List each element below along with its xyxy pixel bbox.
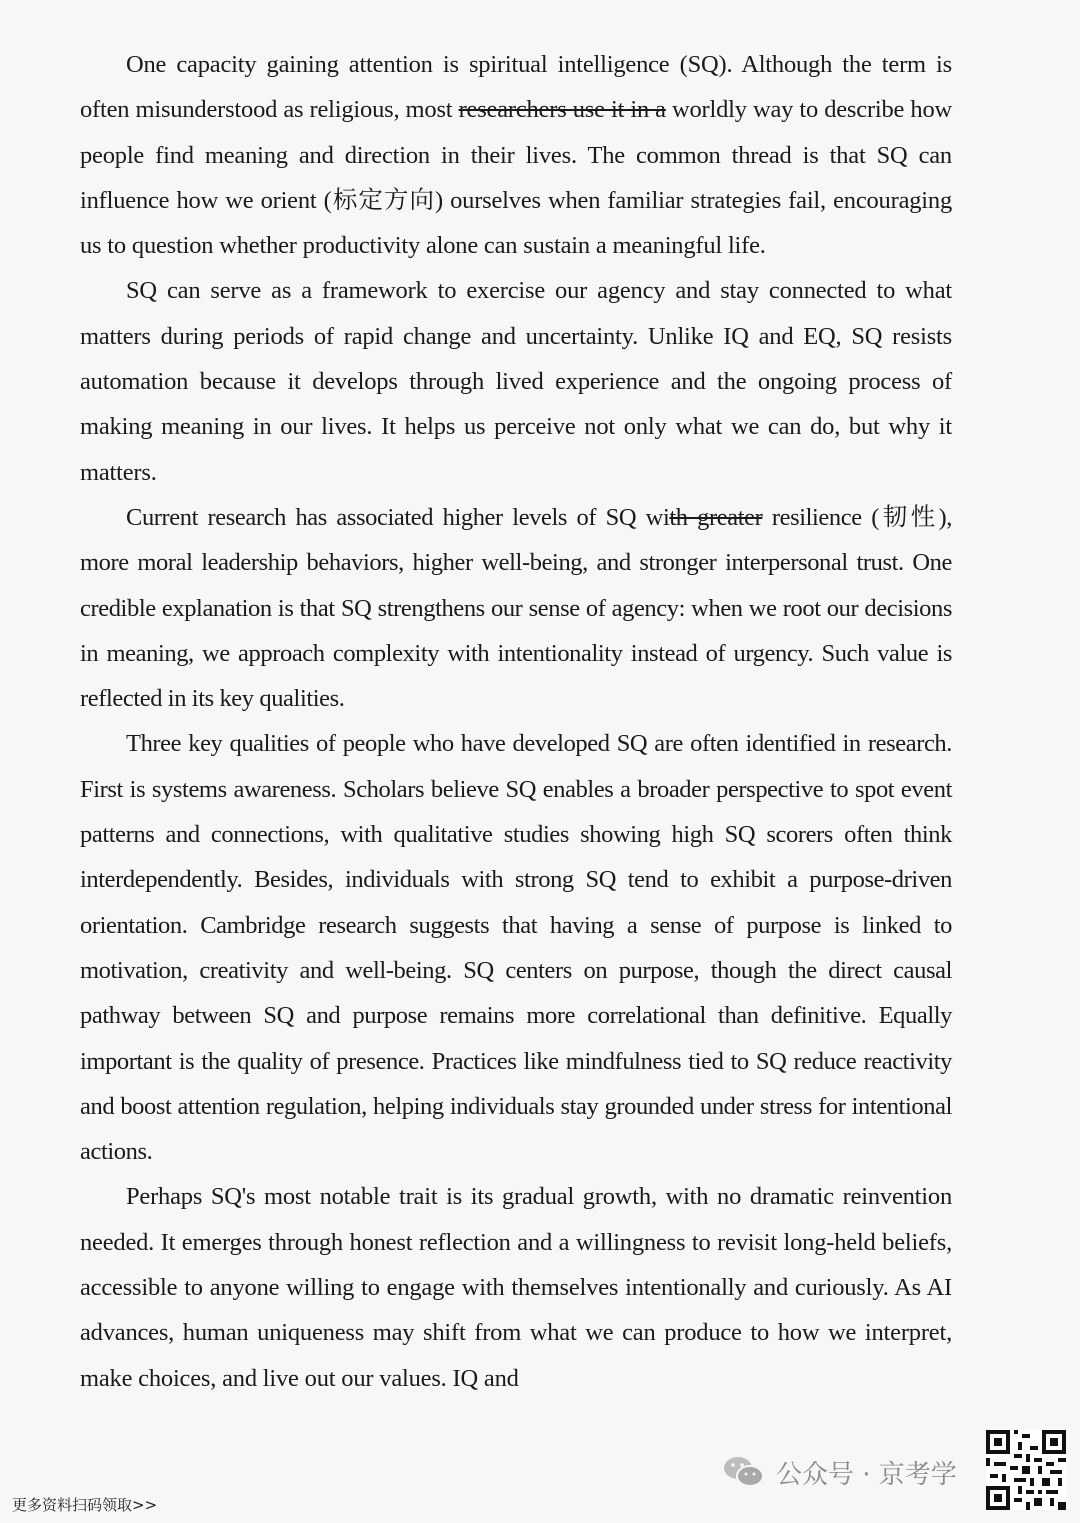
paragraph-2: SQ can serve as a framework to exercise our agency and stay connected to what matters during periods of rapid change and uncertainty. Unlike IQ and EQ, SQ resists automation because it develops through lived experience and the ongoing process of making meaning in our lives. It helps us perceive not only what we can do, but why it matters. bbox=[80, 277, 952, 486]
paragraph-3-text-b: resilience (韧性), more moral leadership behaviors, higher well-being, and stronger interpersonal trust. One credible explanation is that SQ strengthens our sense of agency: when we root our decisions in meaning, we approach complexity with intentionality instead of urgency. Such value is reflected in its key qualities. bbox=[80, 503, 952, 713]
paragraph-4: Three key qualities of people who have developed SQ are often identified in research. First is systems awareness. Scholars believe SQ enables a broader perspective to spot event patterns and connections, with qualitative studies showing high SQ scorers often think interdependently. Besides, individuals with strong SQ tend to exhibit a purpose-driven orientation. Cambridge research suggests that having a sense of purpose is linked to motivation, creativity and well-being. SQ centers on purpose, though the direct causal pathway between SQ and purpose remains more correlational than definitive. Equally important is the quality of presence. Practices like mindfulness tied to SQ reduce reactivity and boost attention regulation, helping individuals stay grounded under stress for intentional actions. bbox=[80, 730, 952, 1166]
strikethrough-text: researchers use it in a bbox=[458, 96, 666, 124]
paragraph-3 bbox=[80, 495, 952, 721]
watermark-text: 公众号 · 京考学 bbox=[776, 1459, 957, 1490]
paragraph-1-text-b: worldly way to describe how people find meaning and direction in their lives. The common thread is that SQ can influence how we orient (标定方向) ourselves when familiar strategies fail, encouraging us to question whether productivity alone can sustain a meaningful life. bbox=[80, 96, 952, 260]
strikethrough-text: th greater bbox=[669, 503, 763, 531]
wechat-icon bbox=[722, 1454, 766, 1490]
paragraph-5: Perhaps SQ's most notable trait is its gradual growth, with no dramatic reinvention needed. It emerges through honest reflection and a willingness to revisit long-held beliefs, accessible to anyone willing to engage with themselves intentionally and curiously. As AI advances, human uniqueness may shift from what we can produce to how we interpret, make choices, and live out our values. IQ and bbox=[80, 1183, 952, 1392]
paragraph-3-text-a: Current research has associated higher levels of SQ wi bbox=[126, 503, 670, 531]
watermark bbox=[722, 1452, 957, 1492]
qr-code[interactable] bbox=[986, 1430, 1066, 1510]
footer-link-text[interactable]: 更多资料扫码领取>> bbox=[12, 1496, 158, 1514]
paragraph-1-text-a: One capacity gaining attention is spiritual intelligence (SQ). Although the term is often misunderstood as religious, most bbox=[80, 51, 952, 124]
document-body bbox=[80, 42, 952, 1401]
paragraph-1 bbox=[80, 42, 952, 268]
